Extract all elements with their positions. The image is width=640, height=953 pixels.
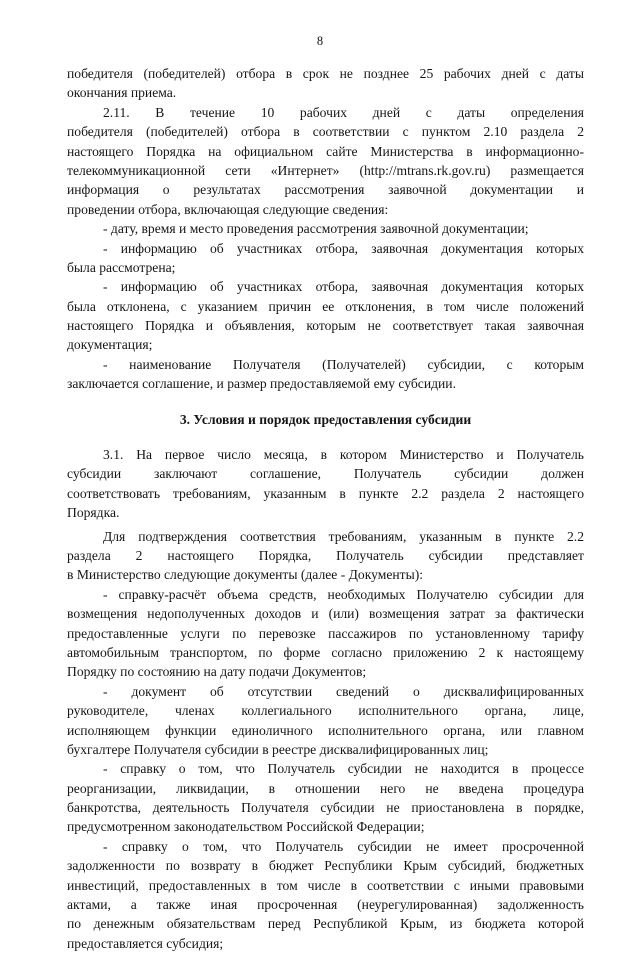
text-line: заключается соглашение, и размер предоставляемой ему субсидии. [67,376,456,392]
text-line: - информацию об участниках отбора, заявочная документация которых [103,279,584,295]
page-number: 8 [316,34,324,48]
text-line: банкротства, деятельность Получателя субсидии не приостановлена в порядке, [67,800,584,816]
text-line: предусмотренном законодательством Российской Федерации; [67,819,425,835]
text-line: - справку-расчёт объема средств, необходимых Получателю субсидии для [103,586,584,602]
text-line: предоставляется субсидия; [67,935,224,951]
text-line: 2.11. В течение 10 рабочих дней с даты определения [103,104,584,120]
section-heading: 3. Условия и порядок предоставления субсидии [179,411,472,427]
text-line: победителя (победителей) отбора в соответствии с пунктом 2.10 раздела 2 [67,124,584,140]
text-line: Порядка. [67,505,120,521]
text-line: возмещения недополученных доходов и (или) возмещения затрат за фактически [67,606,584,622]
text-line: инвестиций, предоставленных в том числе в соответствии с иными правовыми [67,877,584,893]
text-line: субсидии заключают соглашение, Получатель субсидии должен [67,466,584,482]
text-line: - документ об отсутствии сведений о дисквалифицированных [103,683,584,699]
document-body [67,64,584,953]
paragraph-spacer [67,394,584,410]
text-line: проведении отбора, включающая следующие сведения: [67,201,389,217]
text-line: - дату, время и место проведения рассмотрения заявочной документации; [103,221,529,237]
text-line: задолженности по возврату в бюджет Республики Крым субсидий, бюджетных [67,858,584,874]
text-line: информация о результатах рассмотрения заявочной документации и [67,182,584,198]
text-line: Для подтверждения соответствия требованиям, указанным в пункте 2.2 [103,528,584,544]
text-line: предоставленные услуги по перевозке пассажиров по установленному тарифу [67,625,584,641]
text-line: Порядку по состоянию на дату подачи Документов; [67,664,367,680]
text-line: телекоммуникационной сети «Интернет» (http://mtrans.rk.gov.ru) размещается [67,162,584,178]
text-line: автомобильным транспортом, по форме согласно приложению 2 к настоящему [67,644,584,660]
text-line: бухгалтере Получателя субсидии в реестре дисквалифицированных лиц; [67,741,489,757]
text-line: победителя (победителей) отбора в срок не позднее 25 рабочих дней с даты [67,66,584,81]
text-line: настоящего Порядка на официальном сайте Министерства в информационно- [67,143,584,159]
paragraph-spacer [67,429,584,445]
text-line: по денежным обязательствам перед Республикой Крым, из бюджета которой [67,916,584,932]
text-line: руководителе, членах коллегиального исполнительного органа, лице, [67,703,584,719]
text-line: была рассмотрена; [67,259,176,275]
text-line: - справку о том, что Получатель субсидии не находится в процессе [103,761,584,777]
text-line: - справку о том, что Получатель субсидии не имеет просроченной [103,838,584,854]
text-line: - наименование Получателя (Получателей) субсидии, с которым [103,356,584,372]
text-line: реорганизации, ликвидации, в отношении него не введена процедура [67,780,584,796]
text-line: в Министерство следующие документы (далее - Документы): [67,567,424,583]
text-line: раздела 2 настоящего Порядка, Получатель субсидии представляет [67,547,584,563]
text-line: окончания приема. [67,85,177,101]
text-line: была отклонена, с указанием причин ее отклонения, в том числе положений [67,298,584,314]
text-line: настоящего Порядка и объявления, которым не соответствует такая заявочная [67,318,584,334]
text-line: документация; [67,337,153,353]
text-line: соответствовать требованиям, указанным в пункте 2.2 раздела 2 настоящего [67,485,584,501]
text-line: - информацию об участниках отбора, заявочная документация которых [103,240,584,256]
text-line: исполняющем функции единоличного исполнительного органа, или главном [67,722,584,738]
text-line: 3.1. На первое число месяца, в котором Министерство и Получатель [103,447,584,463]
text-line: актами, а также иная просроченная (неурегулированная) задолженность [67,897,584,913]
